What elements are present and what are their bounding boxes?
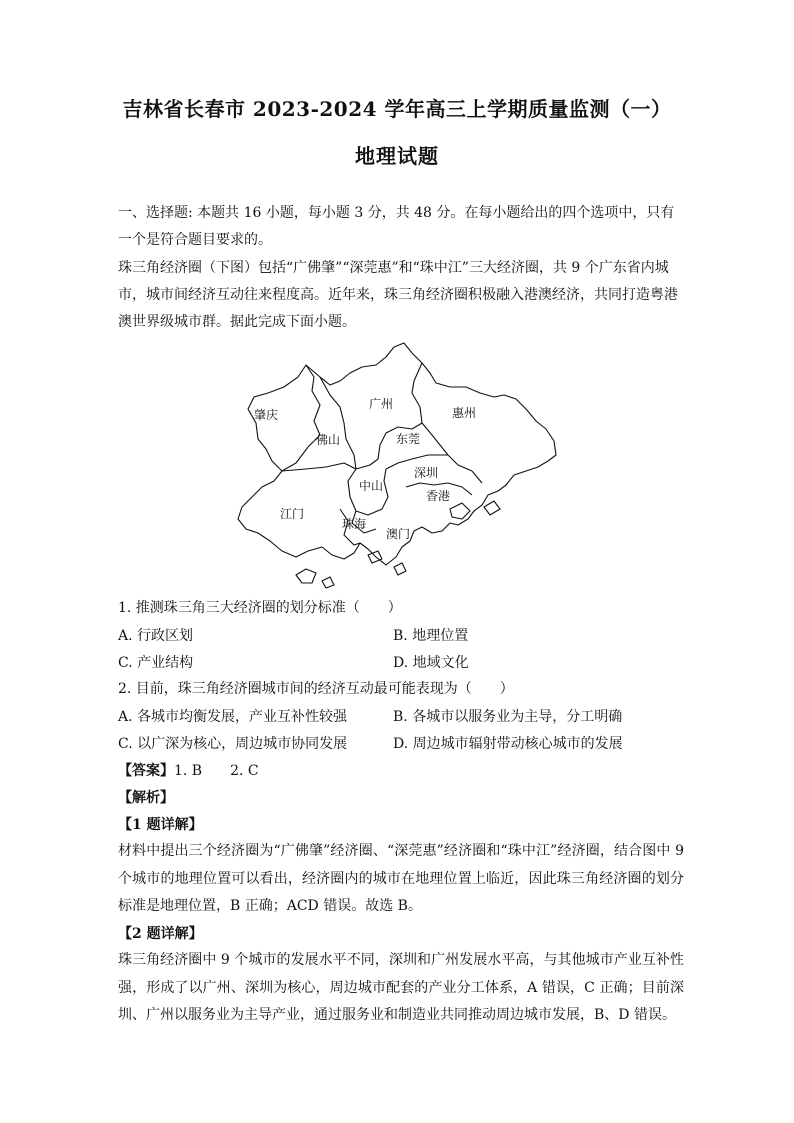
label-dongguan: 东莞 xyxy=(396,432,421,446)
island-4 xyxy=(450,503,470,519)
label-guangzhou: 广州 xyxy=(369,397,394,411)
question-2-stem: 2. 目前，珠三角经济圈城市间的经济互动最可能表现为（ ） xyxy=(118,681,514,697)
question-1-stem: 1. 推测珠三角三大经济圈的划分标准（ ） xyxy=(118,600,402,616)
island-3 xyxy=(394,563,406,575)
label-zhaoqing: 肇庆 xyxy=(254,408,279,422)
question-1-option-d: D. 地域文化 xyxy=(393,655,469,671)
analysis-label: 【解析】 xyxy=(118,790,174,806)
border-zhaoqing-foshan xyxy=(282,365,320,471)
question-2-option-a: A. 各城市均衡发展，产业互补性较强 xyxy=(118,709,348,725)
q1-analysis-label: 【1 题详解】 xyxy=(118,817,203,833)
border-shenzhen-huizhou xyxy=(448,455,482,483)
label-macau: 澳门 xyxy=(386,527,411,541)
page-subtitle: 地理试题 xyxy=(355,144,439,168)
answer-values: 1. B 2. C xyxy=(174,763,259,779)
island-1 xyxy=(296,569,316,583)
border-dongguan-huizhou xyxy=(422,423,448,455)
label-huizhou: 惠州 xyxy=(452,406,477,420)
island-5 xyxy=(484,501,500,515)
question-2-option-d: D. 周边城市辐射带动核心城市的发展 xyxy=(393,736,623,752)
border-guangzhou-dongguan xyxy=(356,423,422,469)
island-6 xyxy=(368,551,382,563)
question-2-option-b: B. 各城市以服务业为主导，分工明确 xyxy=(393,709,623,725)
label-jiangmen: 江门 xyxy=(280,507,305,521)
label-zhuhai: 珠海 xyxy=(342,517,367,531)
label-hongkong: 香港 xyxy=(426,489,451,503)
question-1-option-b: B. 地理位置 xyxy=(393,628,469,644)
label-zhongshan: 中山 xyxy=(359,479,384,493)
question-1-option-a: A. 行政区划 xyxy=(118,628,194,644)
label-foshan: 佛山 xyxy=(316,433,341,447)
material-text: 珠三角经济圈（下图）包括“广佛肇”“深莞惠”和“珠中江”三大经济圈，共 9 个广东省内城市，城市间经济互动往来程度高。近年来，珠三角经济圈积极融入港澳经济，共同打造粤港澳世界级城市群。据此完成下面小题。 xyxy=(118,260,678,330)
q2-analysis-text: 珠三角经济圈中 9 个城市的发展水平不同，深圳和广州发展水平高，与其他城市产业互补性强，形成了以广州、深圳为核心，周边城市配套的产业分工体系，A 错误，C 正确；目前深圳、广州以服务业为主导产业，通过服务业和制造业共同推动周边城市发展，B、D 错误。 xyxy=(118,952,684,1023)
label-shenzhen: 深圳 xyxy=(414,466,439,480)
page-title: 吉林省长春市 2023-2024 学年高三上学期质量监测（一） xyxy=(122,97,672,121)
question-2-option-c: C. 以广深为核心，周边城市协同发展 xyxy=(118,736,348,752)
border-guangzhou-huizhou xyxy=(412,363,422,423)
question-1-option-c: C. 产业结构 xyxy=(118,655,194,671)
answer-label: 【答案】 xyxy=(118,763,174,779)
answer-row xyxy=(118,760,259,780)
pearl-river-delta-map xyxy=(236,337,558,590)
q1-analysis-text: 材料中提出三个经济圈为“广佛肇”经济圈、“深莞惠”经济圈和“珠中江”经济圈，结合图中 9 个城市的地理位置可以看出，经济圈内的城市在地理位置上临近，因此珠三角经济圈的划分标准是地理位置，B 正确；ACD 错误。故选 B。 xyxy=(118,843,684,914)
island-2 xyxy=(322,577,334,588)
q2-analysis-label: 【2 题详解】 xyxy=(118,926,203,942)
border-foshan-guangzhou xyxy=(320,377,356,469)
section-intro: 一、选择题: 本题共 16 小题，每小题 3 分，共 48 分。在每小题给出的四个选项中，只有一个是符合题目要求的。 xyxy=(118,205,675,248)
